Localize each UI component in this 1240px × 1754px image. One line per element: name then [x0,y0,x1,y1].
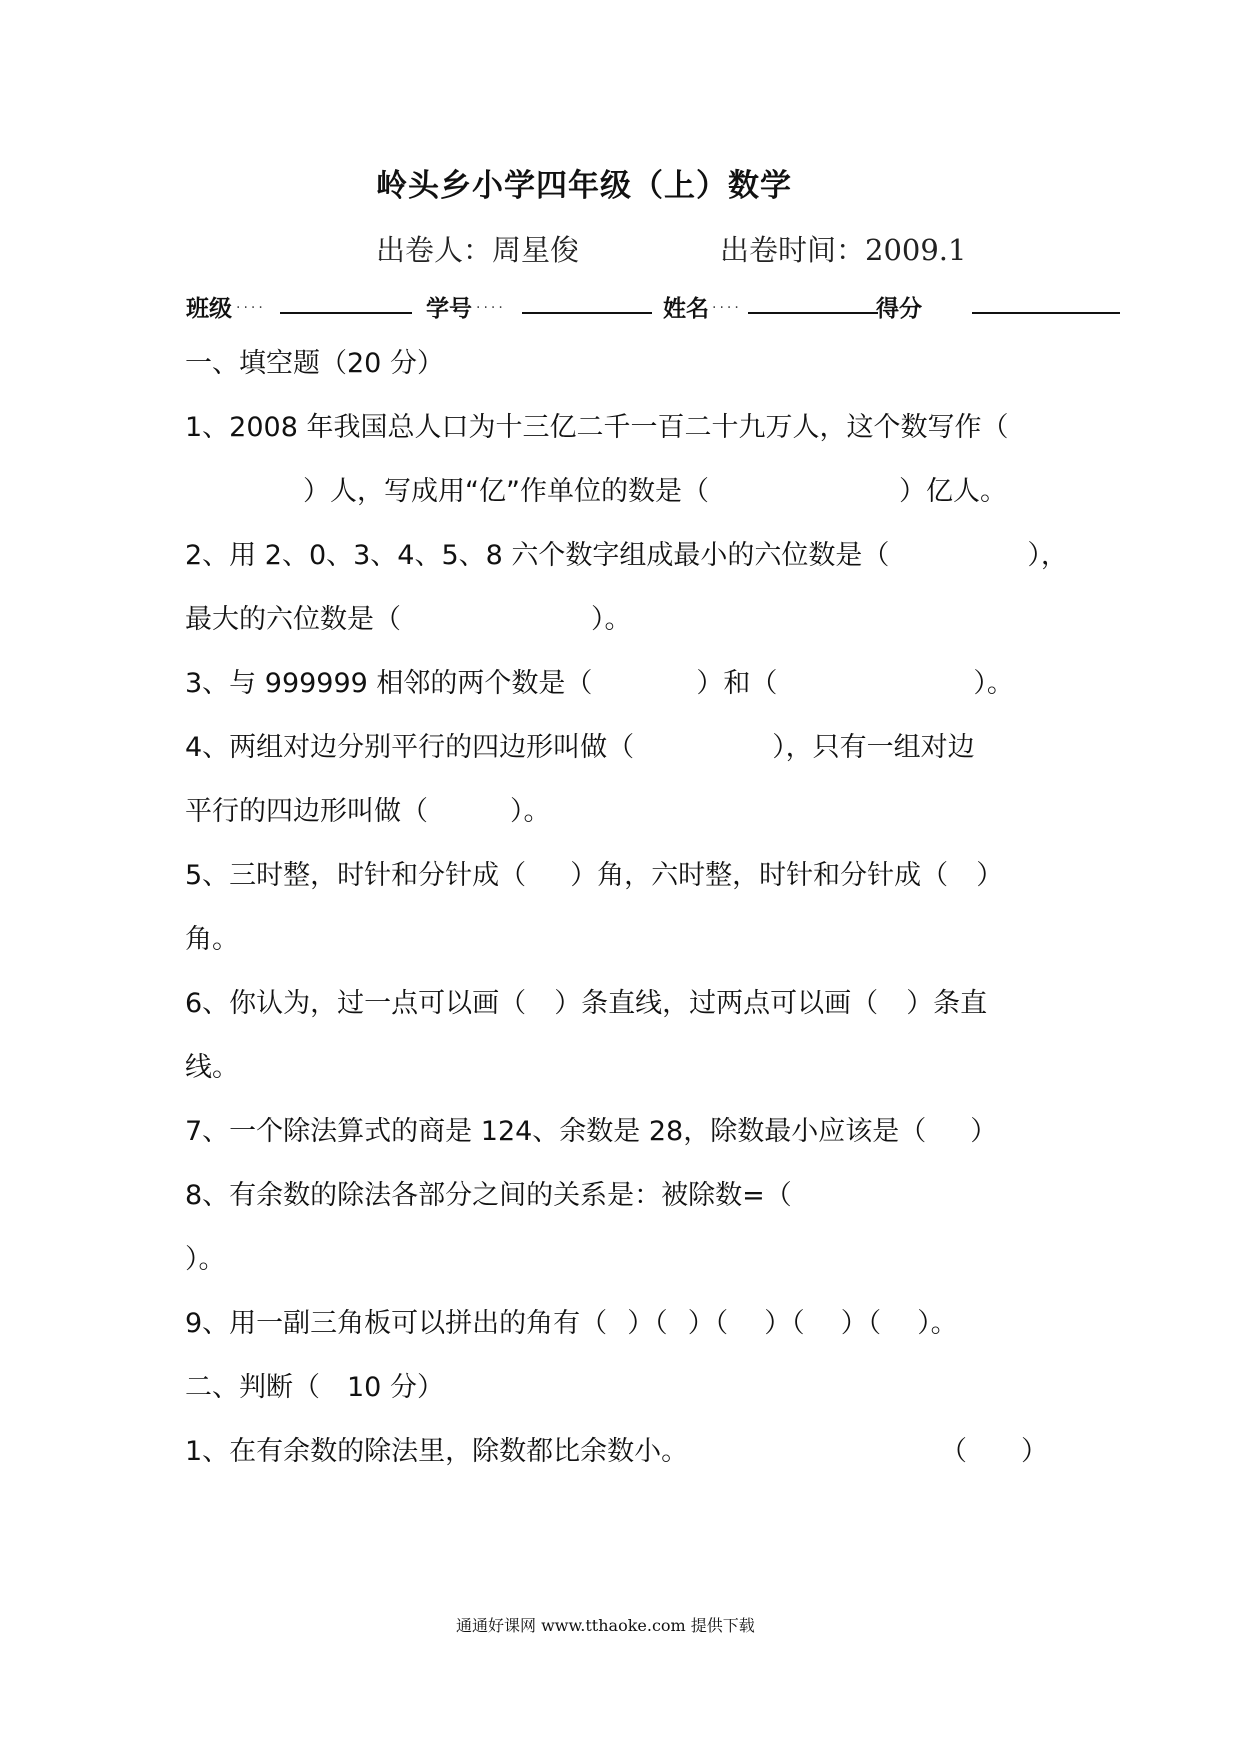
question-3: 3、与 999999 相邻的两个数是（ ）和（ ）。 [185,668,1014,699]
question-2-line1: 2、用 2、0、3、4、5、8 六个数字组成最小的六位数是（ ）， [185,540,1068,571]
question-7: 7、一个除法算式的商是 124、余数是 28，除数最小应该是（ ） [185,1116,998,1147]
question-5-line1: 5、三时整，时针和分针成（ ）角，六时整，时针和分针成（ ） [185,860,1004,891]
question-8-line2: ）。 [185,1244,226,1275]
judge-question-1-bracket[interactable]: （ ） [940,1436,1048,1467]
class-label: 班级 [186,295,232,322]
question-1-line1: 1、2008 年我国总人口为十三亿二千一百二十九万人，这个数写作（ [185,412,1009,443]
question-1-line2: ）人，写成用“亿”作单位的数是（ ）亿人。 [303,476,1007,507]
question-5-line2: 角。 [185,924,239,955]
question-9: 9、用一副三角板可以拼出的角有（ ）（ ）（ ）（ ）（ ）。 [185,1308,958,1339]
name-blank[interactable] [748,312,878,314]
question-4-line1: 4、两组对边分别平行的四边形叫做（ ），只有一组对边 [185,732,975,763]
name-label: 姓名 [663,295,709,322]
id-label: 学号 [426,295,472,322]
name-dots: .... [712,296,742,312]
exam-title: 岭头乡小学四年级（上）数学 [376,168,792,204]
question-6-line2: 线。 [185,1052,239,1083]
class-dots: .... [236,296,266,312]
page-footer: 通通好课网 www.tthaoke.com 提供下载 [456,1616,755,1635]
id-blank[interactable] [522,312,652,314]
question-6-line1: 6、你认为，过一点可以画（ ）条直线，过两点可以画（ ）条直 [185,988,988,1019]
id-dots: .... [476,296,506,312]
judge-question-1: 1、在有余数的除法里，除数都比余数小。 [185,1436,689,1467]
score-label: 得分 [876,295,922,322]
question-4-line2: 平行的四边形叫做（ ）。 [185,796,551,827]
question-8-line1: 8、有余数的除法各部分之间的关系是：被除数=（ [185,1180,792,1211]
exam-author: 出卷人：周星俊 [376,233,580,267]
question-2-line2: 最大的六位数是（ ）。 [185,604,632,635]
exam-date: 出卷时间：2009.1 [720,233,967,267]
score-blank[interactable] [972,312,1120,314]
class-blank[interactable] [280,312,412,314]
section2-heading: 二、判断（ 10 分） [185,1372,444,1403]
section1-heading: 一、填空题（20 分） [185,348,444,379]
